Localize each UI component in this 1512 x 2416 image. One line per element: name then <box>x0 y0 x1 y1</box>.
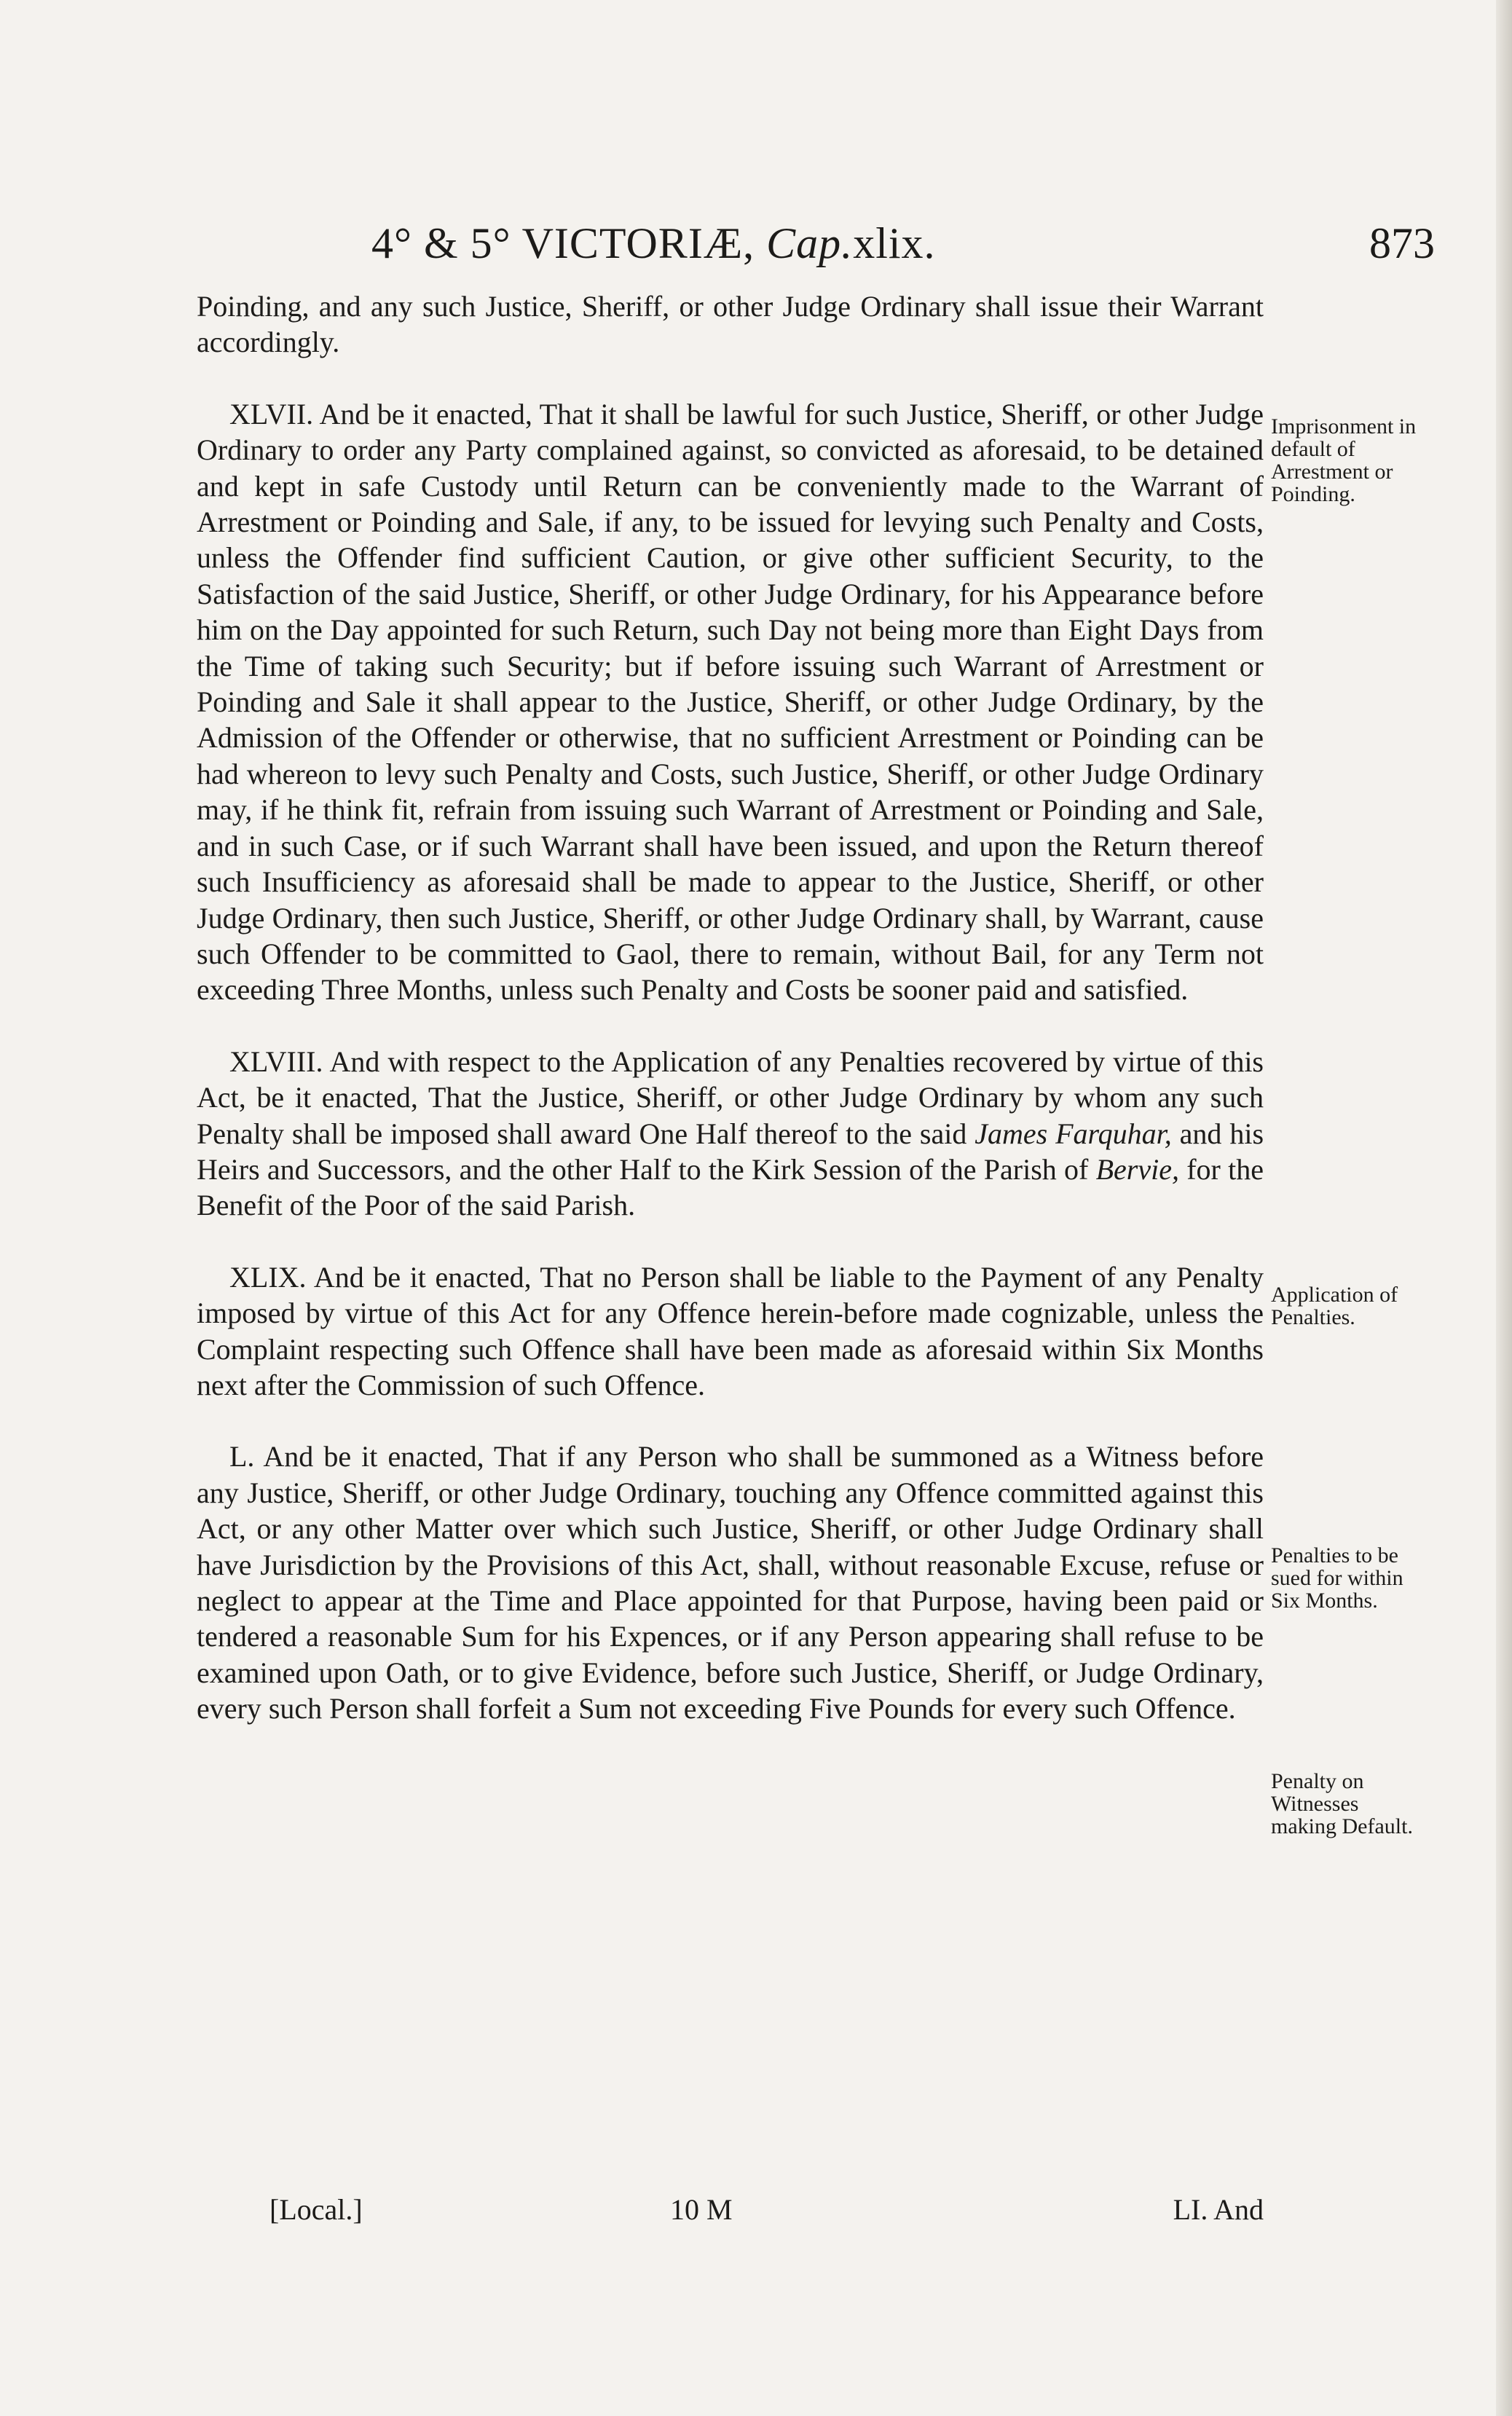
catchword: LI. And <box>1173 2193 1264 2226</box>
body-text <box>197 288 1264 1727</box>
running-title-chapter: xlix. <box>853 219 936 267</box>
section-xlix: XLIX. And be it enacted, That no Person shall be liable to the Payment of any Penalty imposed by virtue of this Act for any Offence herein-before made cognizable, unless the Complaint respecting such Offence shall have been made as aforesaid within Six Months next after the Commission of such Offence. <box>197 1260 1264 1401</box>
page-header <box>197 219 1435 284</box>
page-number: 873 <box>1369 219 1435 267</box>
section-xlvii: XLVII. And be it enacted, That it shall be lawful for such Justice, Sheriff, or other Judge Ordinary to order any Party complained against, so convicted as aforesaid, to be detained and kept in safe Custody until Return can be conveniently made to the Warrant of Arrestment or Poinding and Sale, if any, to be issued for levying such Penalty and Costs, unless the Offender find sufficient Caution, or give other sufficient Security, to the Satisfaction of the said Justice, Sheriff, or other Judge Ordinary, for his Appearance before him on the Day appointed for such Return, such Day not being more than Eight Days from the Time of taking such Security; but if before issuing such Warrant of Arrestment or Poinding and Sale it shall appear to the Justice, Sheriff, or other Judge Ordinary, by the Admission of the Offender or otherwise, that no sufficient Arrestment or Poinding can be had whereon to levy such Penalty and Costs, such Justice, Sheriff, or other Judge Ordinary may, if he think fit, refrain from issuing such Warrant of Arrestment or Poinding and Sale, and in such Case, or if such Warrant shall have been issued, and upon the Return thereof such Insufficiency as aforesaid shall be made to appear to the Justice, Sheriff, or other Judge Ordinary, then such Justice, Sheriff, or other Judge Ordinary shall, by Warrant, cause such Offender to be committed to Gaol, there to remain, without Bail, for any Term not exceeding Three Months, unless such Penalty and Costs be sooner paid and satisfied. <box>197 397 1264 1007</box>
running-title <box>371 219 936 269</box>
person-name: James Farquhar, <box>974 1117 1172 1150</box>
paragraph-continuation: Poinding, and any such Justice, Sheriff, or other Judge Ordinary shall issue their Warrant accordingly. <box>197 290 1264 359</box>
margin-note-application: Application of Penalties. <box>1271 1283 1398 1329</box>
section-l: L. And be it enacted, That if any Person who shall be summoned as a Witness before any Justice, Sheriff, or other Judge Ordinary, touching any Offence committed against this Act, or any other Matter over which such Justice, Sheriff, or other Judge Ordinary shall have Jurisdiction by the Provisions of this Act, shall, without reasonable Excuse, refuse or neglect to appear at the Time and Place appointed for that Purpose, having been paid or tendered a reasonable Sum for his Expences, or if any Person appearing shall refuse to be examined upon Oath, or to give Evidence, before such Justice, Sheriff, or Judge Ordinary, every such Person shall forfeit a Sum not exceeding Five Pounds for every such Offence. <box>197 1440 1264 1726</box>
margin-note-witnesses: Penalty on Witnesses making Default. <box>1271 1769 1413 1838</box>
page-edge-shadow <box>1496 0 1512 2416</box>
page-footer <box>269 2192 1264 2236</box>
section-xlviii: XLVIII. And with respect to the Application of any Penalties recovered by virtue of this Act, be it enacted, That the Justice, Sheriff, or other Judge Ordinary by whom any such Penalty shall be imposed shall award One Half thereof to the said James Farquhar, and his Heirs and Successors, and the other Half to the Kirk Session of the Parish of Bervie, for the Benefit of the Poor of the said Parish. <box>197 1044 1264 1222</box>
local-mark: [Local.] <box>269 2193 363 2226</box>
running-title-cap: Cap. <box>766 219 854 267</box>
margin-note-imprisonment: Imprisonment in default of Arrestment or Poinding. <box>1271 414 1417 506</box>
signature-mark: 10 M <box>670 2193 733 2226</box>
running-title-act: 4° & 5° VICTORIÆ, <box>371 219 767 267</box>
place-name: Bervie, <box>1095 1152 1179 1186</box>
margin-note-penalties-time: Penalties to be sued for within Six Months. <box>1271 1543 1403 1613</box>
